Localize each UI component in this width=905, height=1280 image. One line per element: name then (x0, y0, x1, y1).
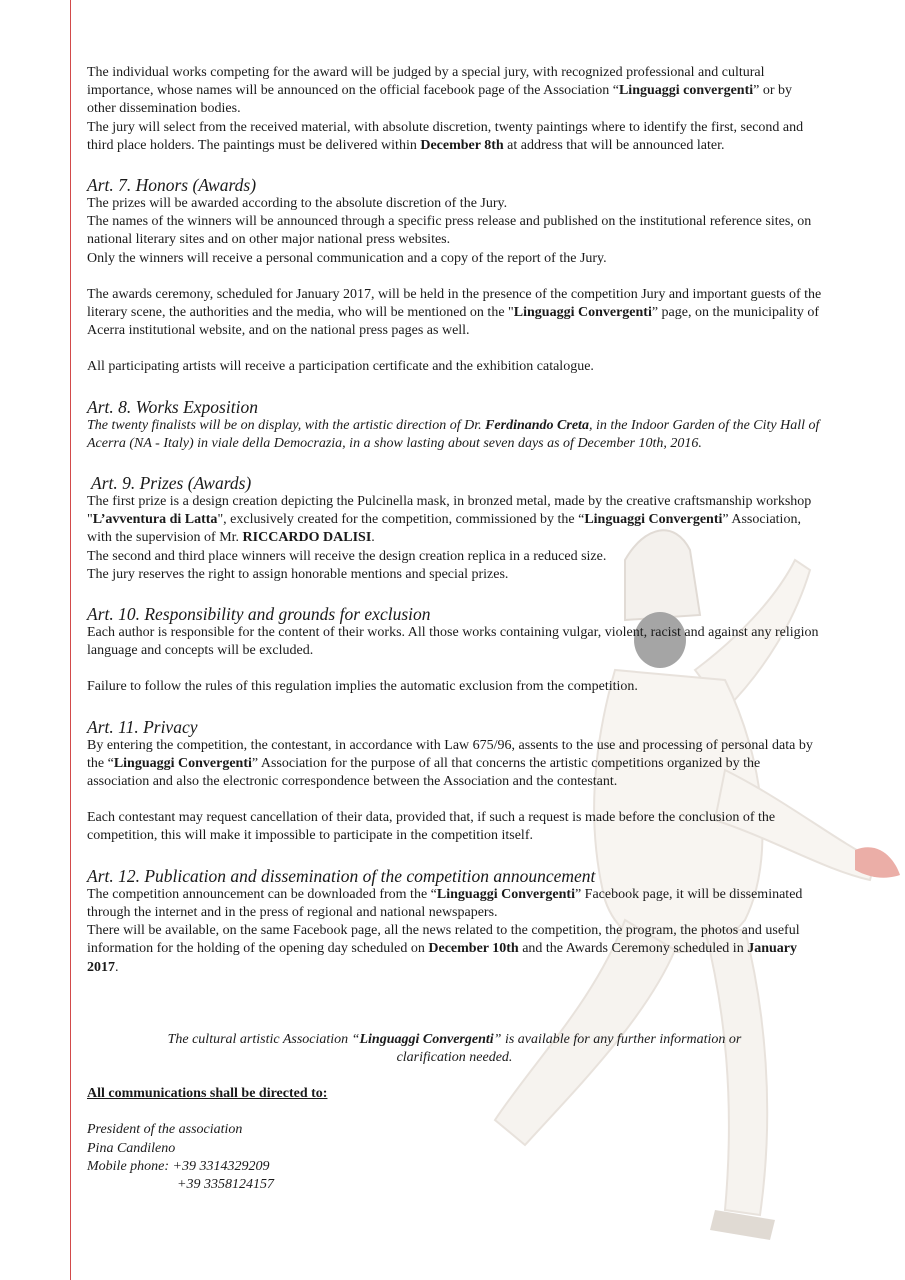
art7-line-3: Only the winners will receive a personal communication and a copy of the report of the Jury. (87, 250, 607, 266)
art11-title: Art. 11. Privacy (87, 716, 198, 737)
contact-role: President of the association (87, 1122, 243, 1138)
art9-title: Art. 9. Prizes (Awards) (91, 473, 252, 494)
art12-title: Art. 12. Publication and dissemination of the competition announcement (87, 865, 596, 886)
intro-paragraph-2: The jury will select from the received material, with absolute discretion, twenty paintings where to identify the first, second and third place holders. The paintings must be delivered within December 8th at address that will be announced later. (87, 119, 804, 153)
art8-paragraph: The twenty finalists will be on display, with the artistic direction of Dr. Ferdinando Creta, in the Indoor Garden of the City Hall of Acerra (NA - Italy) in viale della Democrazia, in a show lasting about seven days as of December 10th, 2016. (87, 417, 820, 451)
contact-phone-2: +39 3358124157 (177, 1176, 274, 1192)
art9-paragraph-1: The first prize is a design creation depicting the Pulcinella mask, in bronzed metal, made by the creative craftsmanship workshop "L’avventura di Latta", exclusively created for the competition, commissioned by the “Linguaggi Convergenti” Association, with the supervision of Mr. RICCARDO DALISI. (87, 494, 812, 546)
art8-title: Art. 8. Works Exposition (87, 396, 258, 417)
art7-line-1: The prizes will be awarded according to the absolute discretion of the Jury. (87, 196, 508, 212)
art11-paragraph-2: Each contestant may request cancellation of their data, provided that, if such a request is made before the conclusion of the competition, this will make it impossible to participate in the competition itself. (87, 810, 776, 844)
document-body (87, 64, 822, 1194)
art10-paragraph-1: Each author is responsible for the content of their works. All those works containing vulgar, violent, racist and against any religion language and concepts will be excluded. (87, 625, 819, 659)
contact-heading: All communications shall be directed to: (87, 1086, 328, 1102)
art11-paragraph-1: By entering the competition, the contestant, in accordance with Law 675/96, assents to the use and processing of personal data by the “Linguaggi Convergenti” Association for the purpose of all that concerns the artistic competitions organized by the association and also the electronic correspondence between the Association and the contestant. (87, 737, 813, 790)
art10-paragraph-2: Failure to follow the rules of this regulation implies the automatic exclusion from the competition. (87, 679, 638, 695)
intro-paragraph-1: The individual works competing for the award will be judged by a special jury, with recognized professional and cultural importance, whose names will be announced on the official facebook page of the Association “Linguaggi convergenti” or by other dissemination bodies. (87, 65, 793, 117)
contact-name: Pina Candileno (87, 1140, 176, 1156)
closing-statement: The cultural artistic Association “Linguaggi Convergenti” is available for any further information or clarification needed. (167, 1031, 742, 1065)
art12-paragraph-1: The competition announcement can be downloaded from the “Linguaggi Convergenti” Facebook page, it will be disseminated through the internet and in the press of regional and national newspapers. (87, 886, 803, 920)
art9-line-3: The jury reserves the right to assign honorable mentions and special prizes. (87, 566, 509, 582)
contact-phone-1: Mobile phone: +39 3314329209 (87, 1158, 270, 1174)
art7-title: Art. 7. Honors (Awards) (87, 175, 257, 196)
art9-line-2: The second and third place winners will receive the design creation replica in a reduced size. (87, 548, 607, 564)
margin-line (70, 0, 71, 1280)
art12-paragraph-2: There will be available, on the same Facebook page, all the news related to the competition, the program, the photos and useful information for the holding of the opening day scheduled on December 10th and the Awards Ceremony scheduled in January 2017. (87, 923, 800, 975)
art7-paragraph-2: The awards ceremony, scheduled for January 2017, will be held in the presence of the competition Jury and important guests of the literary scene, the authorities and the media, who will be mentioned on the "Linguaggi Convergenti” page, on the municipality of Acerra institutional website, and on the national press pages as well. (87, 286, 822, 339)
art7-paragraph-3: All participating artists will receive a participation certificate and the exhibition catalogue. (87, 359, 594, 375)
art10-title: Art. 10. Responsibility and grounds for exclusion (87, 604, 431, 625)
art7-line-2: The names of the winners will be announced through a specific press release and published on the institutional reference sites, on national literary sites and on other major national press websites. (87, 214, 812, 248)
